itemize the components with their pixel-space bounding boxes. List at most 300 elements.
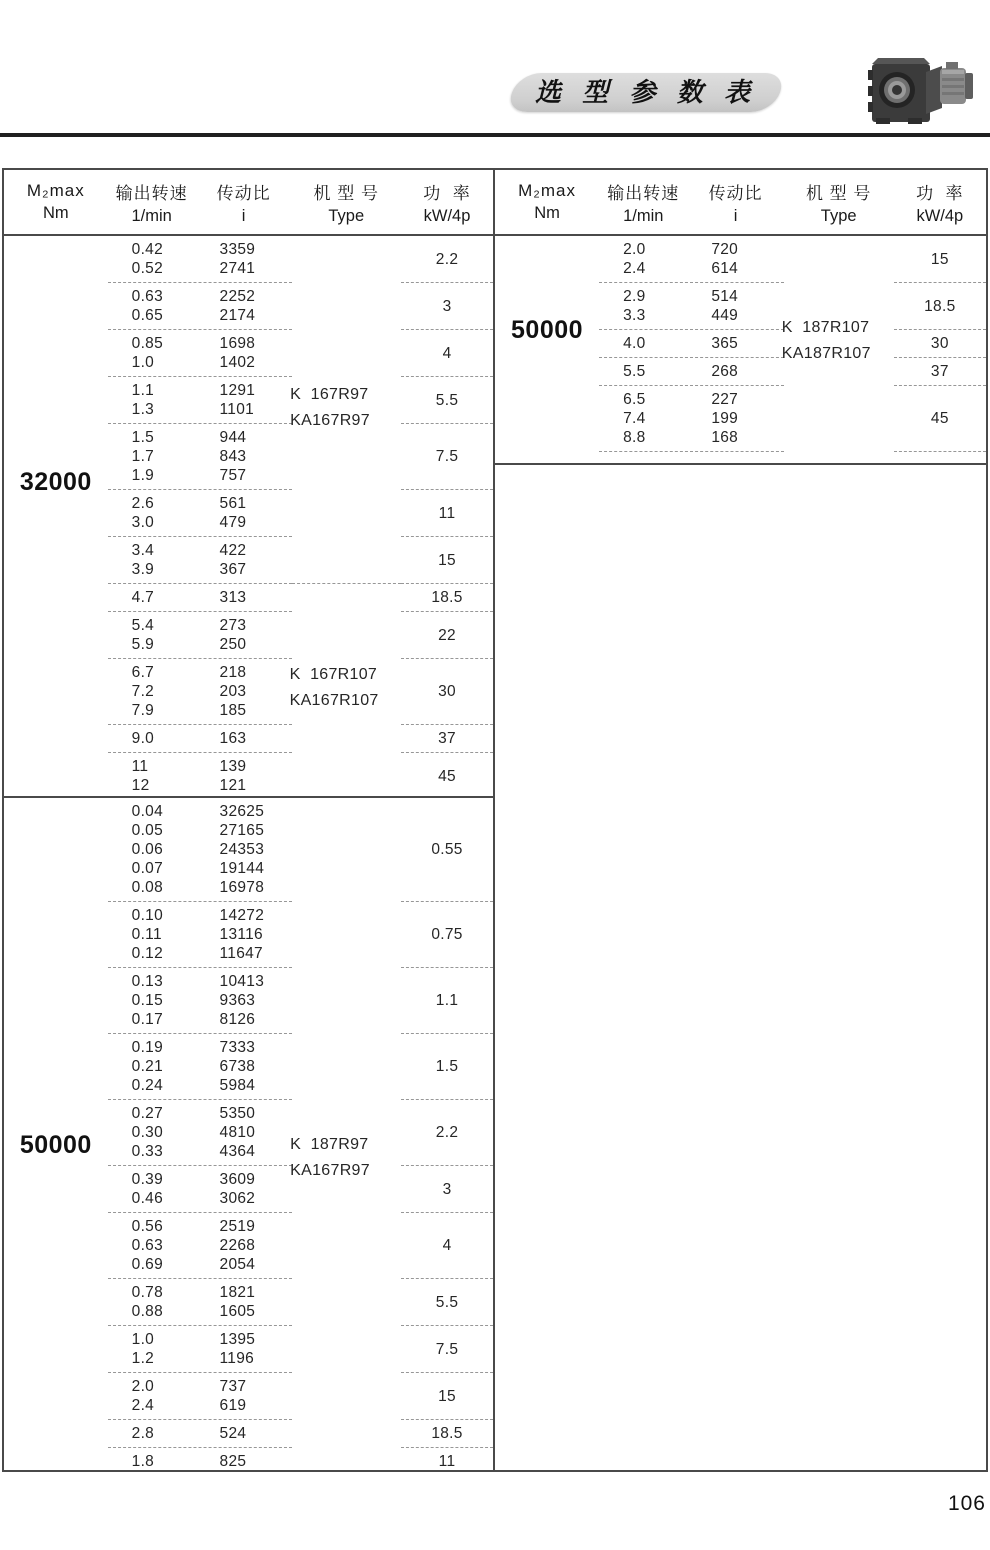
speed-column xyxy=(108,377,196,423)
ratio-value: 13116 xyxy=(219,926,263,943)
ratio-value: 365 xyxy=(711,335,739,352)
m2max-spacer xyxy=(4,902,108,968)
speed-value: 0.11 xyxy=(131,926,162,943)
power-value: 7.5 xyxy=(435,448,459,465)
speed-value: 2.9 xyxy=(623,288,646,305)
power-value: 1.1 xyxy=(435,992,459,1009)
type-spacer xyxy=(292,1420,402,1448)
m2max-spacer xyxy=(4,612,108,659)
group-row xyxy=(495,386,986,452)
header-ratio xyxy=(687,170,783,234)
group-row xyxy=(4,283,493,330)
speed-value: 3.9 xyxy=(131,561,155,578)
speed-value: 0.69 xyxy=(131,1256,164,1273)
speed-value: 0.06 xyxy=(131,841,164,858)
speed-ratio-cell xyxy=(108,968,292,1034)
header-type xyxy=(784,170,894,234)
speed-column xyxy=(599,358,687,385)
group-row xyxy=(4,490,493,537)
header-type-name: 机 型 号 xyxy=(313,183,379,203)
speed-value: 0.63 xyxy=(131,288,164,305)
ratio-column xyxy=(196,1279,292,1325)
m2max-spacer xyxy=(4,1034,108,1100)
header-output-speed-name: 输出转速 xyxy=(115,183,188,203)
type-spacer xyxy=(292,612,402,659)
speed-value: 2.4 xyxy=(131,1397,155,1414)
ratio-column xyxy=(687,236,783,282)
ratio-column xyxy=(196,798,292,901)
ratio-column xyxy=(196,1326,292,1372)
power-value: 5.5 xyxy=(435,1293,459,1311)
power-cell xyxy=(401,1166,493,1213)
power-cell xyxy=(401,798,493,902)
type-label xyxy=(290,1132,370,1184)
ratio-value: 273 xyxy=(219,617,247,634)
m2max-spacer xyxy=(4,1326,108,1373)
power-cell xyxy=(401,1279,493,1326)
header-m2max xyxy=(4,170,108,234)
ratio-column xyxy=(196,584,292,611)
type-spacer xyxy=(292,725,402,753)
ratio-value: 524 xyxy=(219,1425,247,1442)
group-row xyxy=(495,358,986,386)
power-value: 30 xyxy=(930,335,949,352)
power-cell xyxy=(401,1100,493,1166)
type-spacer xyxy=(292,968,402,1034)
speed-ratio-cell xyxy=(599,330,784,358)
ratio-value: 619 xyxy=(219,1397,247,1414)
power-cell xyxy=(401,902,493,968)
power-value: 18.5 xyxy=(924,297,956,315)
speed-ratio-cell xyxy=(108,424,292,490)
ratio-value: 1402 xyxy=(219,354,256,371)
ratio-value: 1821 xyxy=(219,1284,256,1301)
speed-value: 0.04 xyxy=(131,803,164,820)
group-row xyxy=(4,377,493,424)
ratio-value: 27165 xyxy=(219,822,265,839)
type-spacer xyxy=(292,1373,402,1420)
speed-value: 1.7 xyxy=(131,448,155,465)
ratio-value: 614 xyxy=(711,260,739,277)
speed-value: 0.05 xyxy=(131,822,164,839)
ratio-value: 10413 xyxy=(219,973,265,990)
speed-value: 1.5 xyxy=(131,429,155,446)
speed-ratio-cell xyxy=(108,537,292,584)
type-spacer xyxy=(292,236,402,283)
power-cell xyxy=(401,1034,493,1100)
speed-column xyxy=(108,612,196,658)
header-m2max xyxy=(495,170,599,234)
m2max-label: 50000 xyxy=(511,316,584,344)
speed-column xyxy=(108,236,196,282)
ratio-value: 720 xyxy=(711,241,739,258)
group-row xyxy=(495,236,986,283)
speed-value: 0.07 xyxy=(131,860,164,877)
ratio-value: 422 xyxy=(219,542,247,559)
power-value: 2.2 xyxy=(435,1124,459,1141)
group-row xyxy=(4,1420,493,1448)
table-section xyxy=(4,236,493,798)
speed-column xyxy=(108,753,196,798)
power-value: 15 xyxy=(438,551,456,569)
speed-value: 4.0 xyxy=(623,335,646,352)
ratio-column xyxy=(687,283,783,329)
header-output-speed-unit: 1/min xyxy=(131,206,172,225)
type-spacer xyxy=(292,490,402,537)
type-label-line: K 187R97 xyxy=(290,1136,369,1153)
ratio-column xyxy=(196,725,292,752)
ratio-column xyxy=(196,1100,292,1165)
speed-ratio-cell xyxy=(108,1034,292,1100)
ratio-column xyxy=(687,330,783,357)
speed-value: 0.78 xyxy=(131,1284,164,1301)
speed-value: 0.46 xyxy=(131,1190,164,1207)
m2max-spacer xyxy=(4,753,108,798)
power-value: 1.5 xyxy=(435,1058,459,1075)
speed-value: 0.10 xyxy=(131,907,164,924)
power-value: 15 xyxy=(438,1387,456,1405)
ratio-value: 514 xyxy=(711,288,739,305)
speed-column xyxy=(108,424,196,489)
power-value: 11 xyxy=(438,1453,456,1470)
m2max-spacer xyxy=(4,236,108,283)
power-cell xyxy=(401,424,493,490)
type-label xyxy=(782,315,871,367)
page-number: 106 xyxy=(947,1492,986,1515)
ratio-value: 1196 xyxy=(219,1350,255,1367)
speed-value: 0.13 xyxy=(131,973,164,990)
type-label-line: K 167R107 xyxy=(289,666,378,683)
power-value: 2.2 xyxy=(435,250,459,268)
m2max-spacer xyxy=(4,283,108,330)
ratio-column xyxy=(196,537,292,583)
group-row xyxy=(4,1326,493,1373)
ratio-column xyxy=(196,612,292,658)
table-half-left xyxy=(4,170,495,1470)
speed-value: 2.6 xyxy=(131,495,155,512)
m2max-spacer xyxy=(4,1448,108,1470)
power-cell xyxy=(894,283,986,330)
ratio-value: 1698 xyxy=(219,335,256,352)
speed-ratio-cell xyxy=(108,236,292,283)
m2max-spacer xyxy=(4,968,108,1034)
speed-value: 0.19 xyxy=(131,1039,164,1056)
m2max-spacer xyxy=(4,377,108,424)
type-spacer xyxy=(784,386,894,452)
speed-value: 0.56 xyxy=(131,1218,164,1235)
m2max-spacer xyxy=(4,798,108,902)
header-power-name: 功 率 xyxy=(423,183,471,203)
speed-ratio-cell xyxy=(108,283,292,330)
type-label xyxy=(290,382,370,434)
speed-value: 0.39 xyxy=(131,1171,164,1188)
table-section xyxy=(4,798,493,1470)
speed-value: 0.12 xyxy=(131,945,164,962)
ratio-column xyxy=(196,1166,292,1212)
speed-value: 1.0 xyxy=(131,354,155,371)
group-row xyxy=(4,902,493,968)
power-cell xyxy=(401,968,493,1034)
header-ratio-name: 传动比 xyxy=(708,183,763,203)
power-value: 7.5 xyxy=(435,1340,459,1358)
ratio-value: 168 xyxy=(711,429,739,446)
power-value: 18.5 xyxy=(431,589,463,606)
group-row xyxy=(4,798,493,902)
header-type-unit: Type xyxy=(328,206,365,225)
m2max-spacer xyxy=(4,1166,108,1213)
ratio-value: 367 xyxy=(219,561,247,578)
speed-value: 5.5 xyxy=(623,363,646,380)
ratio-column xyxy=(196,1373,292,1419)
header-m2max-name: M₂max xyxy=(518,181,576,200)
group-row xyxy=(4,1213,493,1279)
group-row xyxy=(4,1279,493,1326)
header-m2max-unit: Nm xyxy=(42,204,69,222)
group-row xyxy=(4,725,493,753)
speed-column xyxy=(108,1279,196,1325)
ratio-value: 757 xyxy=(219,467,247,484)
ratio-value: 250 xyxy=(219,636,247,653)
type-spacer xyxy=(292,1279,402,1326)
ratio-value: 203 xyxy=(219,683,247,700)
m2max-label: 50000 xyxy=(19,1131,92,1159)
speed-column xyxy=(599,236,687,282)
power-cell xyxy=(401,659,493,725)
ratio-value: 1291 xyxy=(219,382,256,399)
group-row xyxy=(4,537,493,584)
ratio-column xyxy=(196,1213,292,1278)
ratio-value: 449 xyxy=(711,307,739,324)
ratio-value: 7333 xyxy=(219,1039,256,1056)
ratio-column xyxy=(687,386,783,451)
ratio-value: 121 xyxy=(219,777,247,794)
speed-value: 0.21 xyxy=(131,1058,164,1075)
ratio-value: 32625 xyxy=(219,803,265,820)
ratio-column xyxy=(196,659,292,724)
speed-value: 2.0 xyxy=(623,241,646,258)
speed-value: 1.3 xyxy=(131,401,155,418)
ratio-value: 16978 xyxy=(219,879,265,896)
power-cell xyxy=(401,725,493,753)
power-cell xyxy=(401,584,493,612)
ratio-value: 737 xyxy=(219,1378,247,1395)
ratio-value: 139 xyxy=(219,758,247,775)
power-cell xyxy=(401,753,493,798)
power-value: 3 xyxy=(442,297,452,315)
header-type-name: 机 型 号 xyxy=(805,183,872,203)
speed-value: 3.3 xyxy=(623,307,646,324)
speed-value: 0.30 xyxy=(131,1124,164,1141)
power-cell xyxy=(401,537,493,584)
speed-value: 4.7 xyxy=(131,589,155,606)
speed-ratio-cell xyxy=(108,659,292,725)
speed-value: 5.4 xyxy=(131,617,155,634)
m2max-spacer xyxy=(4,1279,108,1326)
type-label-line: KA187R107 xyxy=(781,345,871,362)
m2max-spacer xyxy=(4,1373,108,1420)
header-power-name: 功 率 xyxy=(916,183,964,203)
speed-ratio-cell xyxy=(599,236,784,283)
speed-column xyxy=(108,968,196,1033)
ratio-column xyxy=(196,236,292,282)
type-spacer xyxy=(292,1326,402,1373)
ratio-value: 6738 xyxy=(219,1058,256,1075)
speed-column xyxy=(108,1448,196,1470)
power-cell xyxy=(401,490,493,537)
power-cell xyxy=(401,236,493,283)
speed-value: 0.08 xyxy=(131,879,164,896)
speed-ratio-cell xyxy=(108,612,292,659)
group-row xyxy=(4,1373,493,1420)
speed-ratio-cell xyxy=(108,753,292,798)
ratio-value: 11647 xyxy=(219,945,263,962)
m2max-spacer xyxy=(495,236,599,283)
m2max-spacer xyxy=(4,725,108,753)
group-row xyxy=(4,612,493,659)
header-ratio-name: 传动比 xyxy=(216,183,271,203)
power-cell xyxy=(894,330,986,358)
speed-ratio-cell xyxy=(108,1100,292,1166)
power-cell xyxy=(401,1420,493,1448)
power-value: 0.55 xyxy=(431,841,463,858)
speed-column xyxy=(108,584,196,611)
ratio-column xyxy=(687,358,783,385)
speed-value: 0.42 xyxy=(131,241,164,258)
ratio-value: 19144 xyxy=(219,860,265,877)
m2max-spacer xyxy=(4,1213,108,1279)
ratio-value: 2054 xyxy=(219,1256,256,1273)
ratio-value: 3062 xyxy=(219,1190,256,1207)
header-power xyxy=(894,170,986,234)
speed-value: 7.4 xyxy=(623,410,646,427)
speed-ratio-cell xyxy=(108,377,292,424)
type-label-line: K 167R97 xyxy=(290,386,369,403)
speed-ratio-cell xyxy=(108,584,292,612)
power-value: 11 xyxy=(438,504,456,522)
speed-ratio-cell xyxy=(108,1448,292,1470)
ratio-value: 3609 xyxy=(219,1171,256,1188)
type-spacer xyxy=(292,1034,402,1100)
ratio-column xyxy=(196,1034,292,1099)
header-ratio-unit: i xyxy=(241,206,246,225)
speed-column xyxy=(108,902,196,967)
ratio-value: 199 xyxy=(711,410,739,427)
ratio-value: 2268 xyxy=(219,1237,256,1254)
speed-column xyxy=(599,330,687,357)
ratio-value: 2519 xyxy=(219,1218,256,1235)
speed-value: 1.0 xyxy=(131,1331,155,1348)
speed-value: 9.0 xyxy=(131,730,155,747)
table-header xyxy=(4,170,493,236)
type-spacer xyxy=(292,1213,402,1279)
gear-reducer-photo xyxy=(866,54,978,132)
speed-value: 2.4 xyxy=(623,260,646,277)
speed-column xyxy=(108,659,196,724)
type-label-line: KA167R97 xyxy=(290,1162,370,1179)
type-spacer xyxy=(292,753,402,798)
type-spacer xyxy=(292,283,402,330)
ratio-value: 1101 xyxy=(219,401,255,418)
type-spacer xyxy=(292,1448,402,1470)
group-row xyxy=(4,584,493,612)
speed-column xyxy=(108,798,196,901)
group-row xyxy=(4,330,493,377)
speed-value: 8.8 xyxy=(623,429,646,446)
power-cell xyxy=(401,1373,493,1420)
speed-ratio-cell xyxy=(108,330,292,377)
speed-column xyxy=(108,1034,196,1099)
speed-value: 0.85 xyxy=(131,335,164,352)
type-spacer xyxy=(292,798,402,902)
group-row xyxy=(4,753,493,798)
ratio-value: 9363 xyxy=(219,992,256,1009)
speed-ratio-cell xyxy=(599,358,784,386)
speed-column xyxy=(108,490,196,536)
speed-value: 3.4 xyxy=(131,542,155,559)
ratio-column xyxy=(196,1448,292,1470)
group-row xyxy=(4,1166,493,1213)
speed-value: 0.15 xyxy=(131,992,164,1009)
group-row xyxy=(4,659,493,725)
type-spacer xyxy=(784,236,894,283)
speed-column xyxy=(108,1100,196,1165)
speed-value: 0.63 xyxy=(131,1237,164,1254)
speed-value: 0.27 xyxy=(131,1105,164,1122)
type-label-line: KA167R97 xyxy=(290,412,370,429)
header-ratio-unit: i xyxy=(733,206,738,225)
ratio-value: 4364 xyxy=(219,1143,256,1160)
power-value: 37 xyxy=(438,730,456,747)
ratio-value: 2174 xyxy=(219,307,256,324)
speed-value: 5.9 xyxy=(131,636,155,653)
power-value: 0.75 xyxy=(431,926,463,943)
speed-value: 1.2 xyxy=(131,1350,155,1367)
speed-value: 1.1 xyxy=(131,382,155,399)
ratio-value: 843 xyxy=(219,448,247,465)
power-cell xyxy=(894,358,986,386)
speed-value: 1.8 xyxy=(131,1453,155,1470)
speed-value: 0.52 xyxy=(131,260,164,277)
header-output-speed xyxy=(108,170,196,234)
page-title: 选 型 参 数 表 xyxy=(535,77,757,107)
ratio-value: 825 xyxy=(219,1453,247,1470)
speed-column xyxy=(108,1326,196,1372)
type-spacer xyxy=(292,902,402,968)
speed-column xyxy=(108,537,196,583)
speed-value: 0.88 xyxy=(131,1303,164,1320)
ratio-value: 14272 xyxy=(219,907,265,924)
speed-ratio-cell xyxy=(108,798,292,902)
ratio-value: 313 xyxy=(219,589,247,606)
ratio-column xyxy=(196,902,292,967)
speed-column xyxy=(108,725,196,752)
speed-ratio-cell xyxy=(599,386,784,452)
ratio-value: 8126 xyxy=(219,1011,256,1028)
header-output-speed-name: 输出转速 xyxy=(607,183,680,203)
speed-value: 7.2 xyxy=(131,683,155,700)
power-cell xyxy=(401,1326,493,1373)
power-value: 4 xyxy=(442,1237,452,1254)
speed-column xyxy=(599,386,687,451)
speed-ratio-cell xyxy=(108,1420,292,1448)
header-m2max-unit: Nm xyxy=(534,204,560,222)
speed-ratio-cell xyxy=(108,490,292,537)
power-value: 5.5 xyxy=(435,391,459,409)
speed-column xyxy=(108,1213,196,1278)
speed-value: 3.0 xyxy=(131,514,155,531)
ratio-column xyxy=(196,1420,292,1447)
ratio-value: 561 xyxy=(219,495,247,512)
